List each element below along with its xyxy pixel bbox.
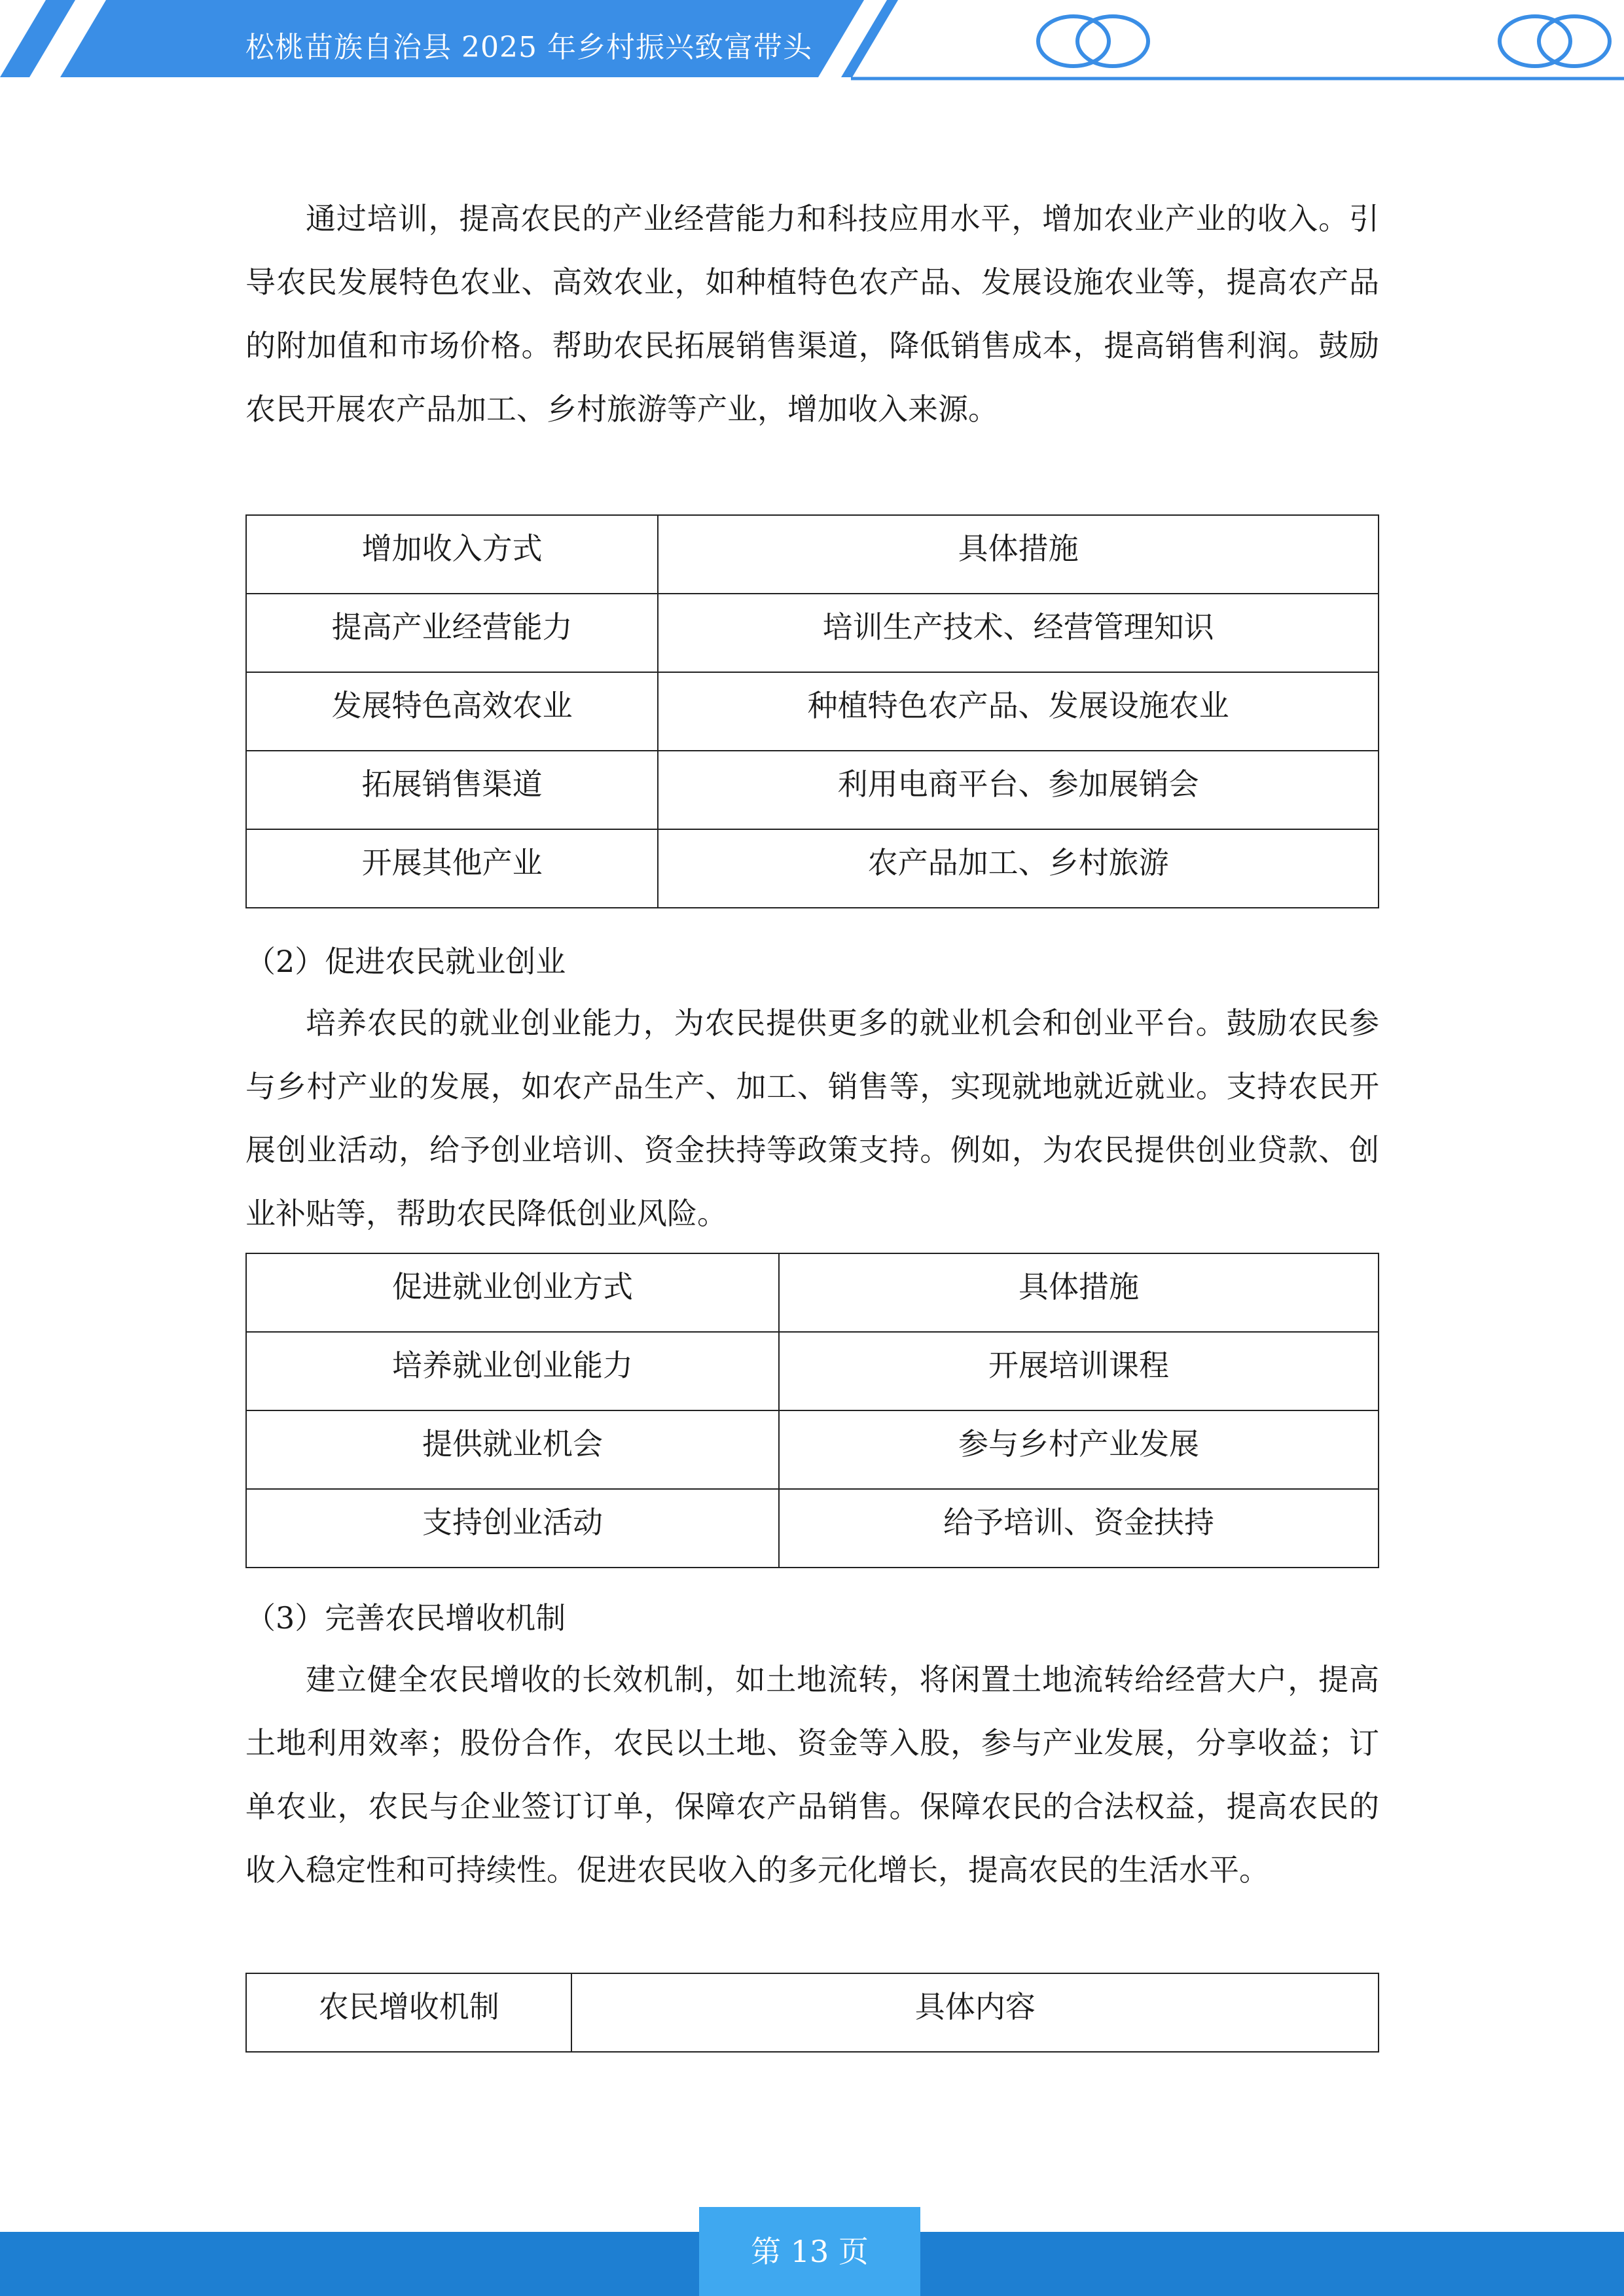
table-row xyxy=(246,594,1379,672)
section-heading: （2）促进农民就业创业 xyxy=(245,944,566,979)
table-row xyxy=(246,751,1379,829)
table-header-row xyxy=(246,1253,1379,1332)
table-cell: 提高产业经营能力 xyxy=(246,594,658,672)
table-income-wrapper xyxy=(245,514,1379,908)
table-cell: 农产品加工、乡村旅游 xyxy=(658,829,1379,908)
section-employment xyxy=(245,934,1379,1246)
table-row xyxy=(246,829,1379,908)
double-ring-icon xyxy=(1038,16,1148,66)
paragraph-mechanism: 建立健全农民增收的长效机制，如土地流转，将闲置土地流转给经营大户，提高土地利用效率；股份合作，农民以土地、资金等入股，参与产业发展，分享收益；订单农业，农民与企业签订订单，保障农产品销售。保障农民的合法权益，提高农民的收入稳定性和可持续性。促进农民收入的多元化增长，提高农民的生活水平。 xyxy=(245,1662,1379,1888)
page-number: 第 13 页 xyxy=(751,2234,869,2269)
table-header-cell: 增加收入方式 xyxy=(246,515,658,594)
table-cell: 支持创业活动 xyxy=(246,1489,779,1568)
table-cell: 拓展销售渠道 xyxy=(246,751,658,829)
table-cell: 培训生产技术、经营管理知识 xyxy=(658,594,1379,672)
table-cell: 提供就业机会 xyxy=(246,1410,779,1489)
table-cell: 种植特色农产品、发展设施农业 xyxy=(658,672,1379,751)
table-cell: 开展其他产业 xyxy=(246,829,658,908)
double-ring-icon xyxy=(1500,16,1610,66)
table-header-cell: 农民增收机制 xyxy=(246,1973,571,2052)
section-heading: （3）完善农民增收机制 xyxy=(245,1600,566,1636)
table-income-methods xyxy=(245,514,1379,908)
table-employment-wrapper xyxy=(245,1253,1379,1568)
table-header-row xyxy=(246,1973,1379,2052)
document-title: 松桃苗族自治县 2025 年乡村振兴致富带头 xyxy=(245,31,812,64)
table-header-row xyxy=(246,515,1379,594)
table-cell: 发展特色高效农业 xyxy=(246,672,658,751)
table-mechanism-wrapper xyxy=(245,1973,1379,2053)
table-income-mechanism xyxy=(245,1973,1379,2053)
section-mechanism xyxy=(245,1590,1379,1902)
table-header-cell: 具体措施 xyxy=(779,1253,1379,1332)
table-cell: 利用电商平台、参加展销会 xyxy=(658,751,1379,829)
table-cell: 开展培训课程 xyxy=(779,1332,1379,1410)
section-income xyxy=(245,187,1379,441)
paragraph-employment: 培养农民的就业创业能力，为农民提供更多的就业机会和创业平台。鼓励农民参与乡村产业的发展，如农产品生产、加工、销售等，实现就地就近就业。支持农民开展创业活动，给予创业培训、资金扶持等政策支持。例如，为农民提供创业贷款、创业补贴等，帮助农民降低创业风险。 xyxy=(245,1005,1379,1231)
table-row xyxy=(246,672,1379,751)
table-header-cell: 具体措施 xyxy=(658,515,1379,594)
paragraph-income: 通过培训，提高农民的产业经营能力和科技应用水平，增加农业产业的收入。引导农民发展特色农业、高效农业，如种植特色农产品、发展设施农业等，提高农产品的附加值和市场价格。帮助农民拓展销售渠道，降低销售成本，提高销售利润。鼓励农民开展农产品加工、乡村旅游等产业，增加收入来源。 xyxy=(245,201,1379,427)
table-row xyxy=(246,1410,1379,1489)
table-cell: 培养就业创业能力 xyxy=(246,1332,779,1410)
table-row xyxy=(246,1332,1379,1410)
table-header-cell: 促进就业创业方式 xyxy=(246,1253,779,1332)
table-employment-methods xyxy=(245,1253,1379,1568)
table-cell: 给予培训、资金扶持 xyxy=(779,1489,1379,1568)
table-header-cell: 具体内容 xyxy=(571,1973,1379,2052)
table-cell: 参与乡村产业发展 xyxy=(779,1410,1379,1489)
table-row xyxy=(246,1489,1379,1568)
